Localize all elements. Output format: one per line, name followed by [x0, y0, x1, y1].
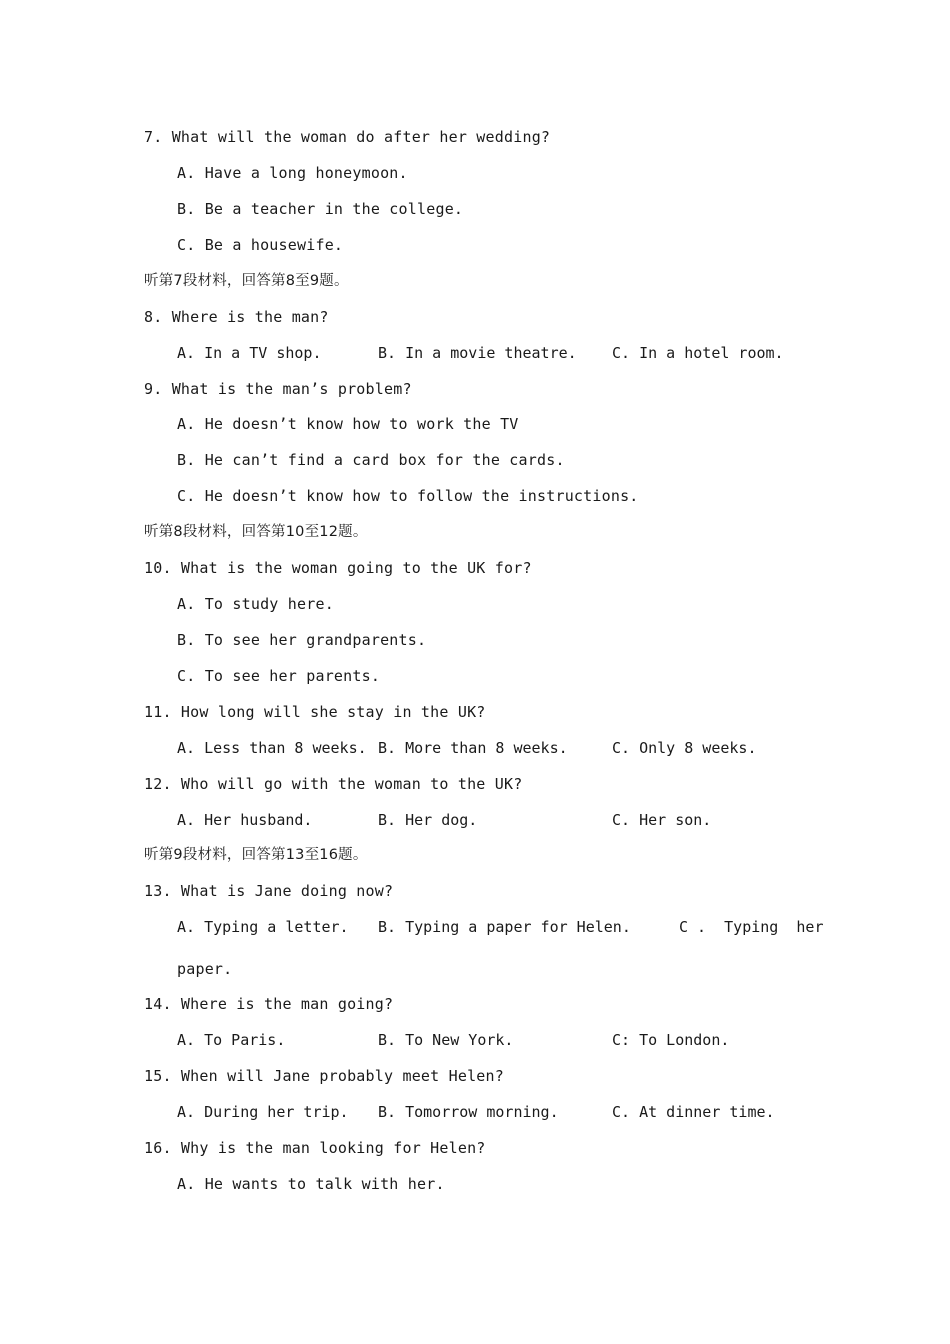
section-9-heading: 听第9段材料，回答第13至16题。 [144, 847, 368, 863]
question-15: 15. When will Jane probably meet Helen? [144, 1067, 504, 1085]
question-14-option-b: B. To New York. [378, 1031, 514, 1049]
section-8-heading: 听第8段材料，回答第10至12题。 [144, 524, 368, 540]
question-13: 13. What is Jane doing now? [144, 882, 394, 900]
question-7-option-b: B. Be a teacher in the college. [177, 200, 464, 218]
question-8-option-c: C. In a hotel room. [612, 344, 784, 362]
question-7-option-c: C. Be a housewife. [177, 236, 344, 254]
question-9-option-b: B. He can’t find a card box for the cards. [177, 451, 565, 469]
question-13-option-c-continued: paper. [177, 960, 233, 978]
question-8-option-b: B. In a movie theatre. [378, 344, 577, 362]
question-7: 7. What will the woman do after her wedding? [144, 128, 551, 146]
question-10-option-a: A. To study here. [177, 595, 334, 613]
question-13-option-b: B. Typing a paper for Helen. [378, 918, 631, 936]
question-13-option-c: C . Typing her [679, 918, 824, 936]
question-15-option-b: B. Tomorrow morning. [378, 1103, 559, 1121]
question-11-option-c: C. Only 8 weeks. [612, 739, 757, 757]
question-13-option-a: A. Typing a letter. [177, 918, 349, 936]
question-10-option-b: B. To see her grandparents. [177, 631, 427, 649]
question-14: 14. Where is the man going? [144, 995, 394, 1013]
question-8-option-a: A. In a TV shop. [177, 344, 322, 362]
question-12-option-c: C. Her son. [612, 811, 712, 829]
question-12: 12. Who will go with the woman to the UK? [144, 775, 523, 793]
question-10-option-c: C. To see her parents. [177, 667, 381, 685]
question-11-option-b: B. More than 8 weeks. [378, 739, 568, 757]
question-12-option-a: A. Her husband. [177, 811, 313, 829]
question-9: 9. What is the man’s problem? [144, 380, 412, 398]
question-16: 16. Why is the man looking for Helen? [144, 1139, 486, 1157]
question-7-option-a: A. Have a long honeymoon. [177, 164, 408, 182]
question-11: 11. How long will she stay in the UK? [144, 703, 486, 721]
question-16-option-a: A. He wants to talk with her. [177, 1175, 445, 1193]
question-8: 8. Where is the man? [144, 308, 329, 326]
question-15-option-c: C. At dinner time. [612, 1103, 775, 1121]
question-10: 10. What is the woman going to the UK for? [144, 559, 532, 577]
question-15-option-a: A. During her trip. [177, 1103, 349, 1121]
section-7-heading: 听第7段材料，回答第8至9题。 [144, 273, 349, 289]
question-12-option-b: B. Her dog. [378, 811, 478, 829]
question-11-option-a: A. Less than 8 weeks. [177, 739, 367, 757]
question-14-option-c: C: To London. [612, 1031, 730, 1049]
question-9-option-c: C. He doesn’t know how to follow the instructions. [177, 487, 639, 505]
question-9-option-a: A. He doesn’t know how to work the TV [177, 415, 519, 433]
question-14-option-a: A. To Paris. [177, 1031, 286, 1049]
